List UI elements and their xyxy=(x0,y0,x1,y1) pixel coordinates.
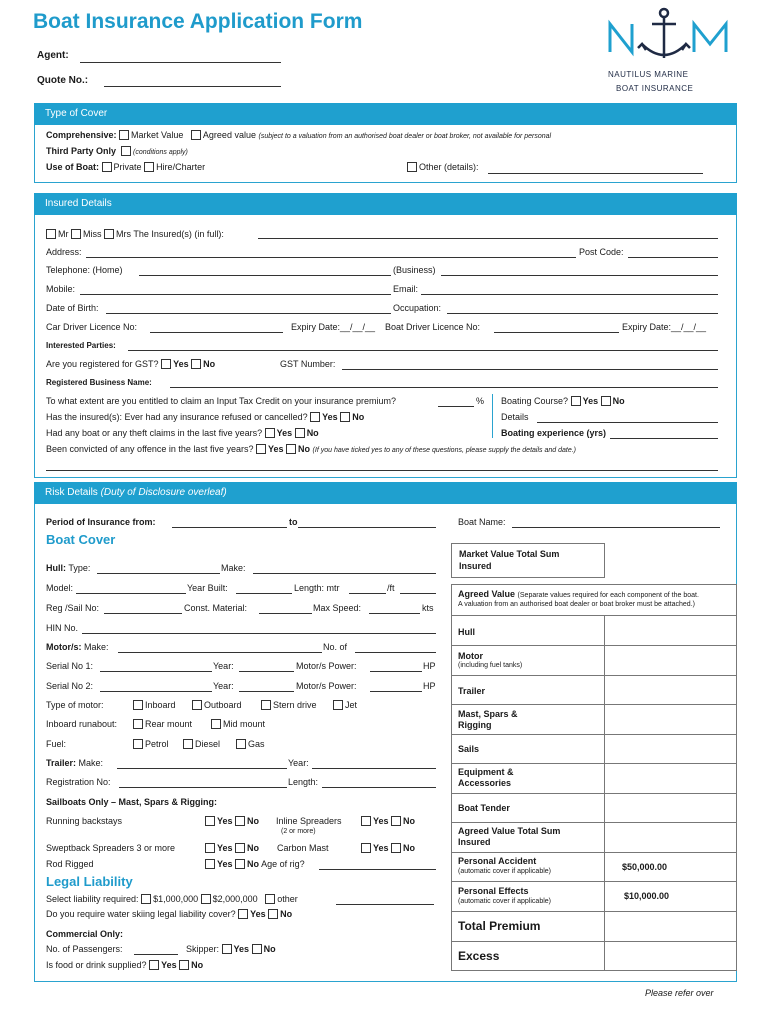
row-pa-note: (automatic cover if applicable) xyxy=(458,868,551,875)
anchor-icon xyxy=(604,4,734,66)
row-excess: Excess xyxy=(458,949,500,963)
row-hull: Hull xyxy=(458,627,475,637)
agreed-note2: A valuation from an authorised boat dealer or boat broker must be attached.) xyxy=(458,601,695,608)
telephone-field[interactable] xyxy=(139,275,391,276)
liability-1m-label: $1,000,000 xyxy=(153,894,199,904)
mrs-label: Mrs The Insured(s) (in full): xyxy=(116,229,224,239)
rod-no-label: No xyxy=(247,859,260,869)
third-party-checkbox[interactable] xyxy=(121,146,131,156)
serial2-label: Serial No 2: xyxy=(46,681,94,691)
serial1-year-label: Year: xyxy=(213,661,234,671)
address-field[interactable] xyxy=(86,257,576,258)
refused-no-label: No xyxy=(352,412,365,422)
table-row xyxy=(451,822,737,823)
liability-other-checkbox[interactable] xyxy=(265,894,275,904)
quote-label: Quote No.: xyxy=(37,75,89,86)
course-label: Boating Course? xyxy=(501,396,569,406)
serial1-hp-label: HP xyxy=(423,661,436,671)
liability-other-field[interactable] xyxy=(336,904,434,905)
offence-yes-label: Yes xyxy=(267,444,284,454)
stern-drive-label: Stern drive xyxy=(273,700,317,710)
food-no-checkbox[interactable] xyxy=(179,960,189,970)
refused-yes-checkbox[interactable] xyxy=(310,412,320,422)
claims-no-label: No xyxy=(306,428,319,438)
registered-name-field[interactable] xyxy=(170,387,718,388)
claims-yes-label: Yes xyxy=(276,428,293,438)
market-total-cell xyxy=(451,543,605,578)
market-value-label: Market Value xyxy=(131,130,184,140)
other-label: Other (details): xyxy=(419,162,479,172)
row-pa-value: $50,000.00 xyxy=(622,862,668,872)
course-divider xyxy=(492,394,493,438)
insured-heading: Insured Details xyxy=(34,193,737,215)
boat-licence-label: Boat Driver Licence No: xyxy=(385,322,481,332)
private-checkbox[interactable] xyxy=(102,162,112,172)
serial2-year-field[interactable] xyxy=(239,691,294,692)
gst-no-label: No xyxy=(203,359,216,369)
food-question: Is food or drink supplied? xyxy=(46,960,147,970)
waterski-yes-checkbox[interactable] xyxy=(238,909,248,919)
claims-question: Had any boat or any theft claims in the last five years? xyxy=(46,428,263,438)
food-yes-label: Yes xyxy=(161,960,177,970)
carbon-mast-label: Carbon Mast xyxy=(277,843,329,853)
trailer-make-field[interactable] xyxy=(117,768,287,769)
inboard-checkbox[interactable] xyxy=(133,700,143,710)
carbon-no-checkbox[interactable] xyxy=(391,843,401,853)
third-party-label: Third Party Only xyxy=(46,146,117,156)
length-mtr-field[interactable] xyxy=(349,593,386,594)
offence-no-label: No xyxy=(298,444,311,454)
table-row xyxy=(451,675,737,676)
rod-rigged-label: Rod Rigged xyxy=(46,859,94,869)
table-row xyxy=(451,645,737,646)
table-row xyxy=(451,615,737,616)
mobile-label: Mobile: xyxy=(46,284,76,294)
offence-yes-checkbox[interactable] xyxy=(256,444,266,454)
sailboats-label: Sailboats Only – Mast, Spars & Rigging: xyxy=(46,797,218,807)
private-label: Private xyxy=(113,162,142,172)
registration-label: Registration No: xyxy=(46,777,111,787)
waterski-yes-label: Yes xyxy=(250,909,266,919)
swept-yes-label: Yes xyxy=(217,843,233,853)
sweptback-label: Sweptback Spreaders 3 or more xyxy=(46,843,176,853)
backstays-yes-label: Yes xyxy=(217,816,233,826)
experience-field[interactable] xyxy=(610,438,718,439)
rod-no-checkbox[interactable] xyxy=(235,859,245,869)
cover-heading: Type of Cover xyxy=(34,103,737,125)
row-pa: Personal Accident xyxy=(458,856,537,866)
max-speed-field[interactable] xyxy=(369,613,420,614)
rear-mount-label: Rear mount xyxy=(145,719,193,729)
hull-make-field[interactable] xyxy=(253,573,436,574)
row-equipment: Equipment & Accessories xyxy=(458,767,514,788)
conditions-note: (conditions apply) xyxy=(133,149,188,156)
hire-checkbox[interactable] xyxy=(144,162,154,172)
row-motor-note: (including fuel tanks) xyxy=(458,662,523,669)
hire-label: Hire/Charter xyxy=(156,162,206,172)
serial2-year-label: Year: xyxy=(213,681,234,691)
serial1-label: Serial No 1: xyxy=(46,661,94,671)
market-value-checkbox[interactable] xyxy=(119,130,129,140)
gst-question: Are you registered for GST? xyxy=(46,359,159,369)
insured-name-field[interactable] xyxy=(258,238,718,239)
commercial-label: Commercial Only: xyxy=(46,929,124,939)
trailer-year-label: Year: xyxy=(288,758,309,768)
petrol-checkbox[interactable] xyxy=(133,739,143,749)
agreed-note1: (Separate values required for each component of the boat. xyxy=(517,592,699,599)
inboard-label: Inboard xyxy=(145,700,176,710)
material-label: Const. Material: xyxy=(184,603,248,613)
serial2-power-field[interactable] xyxy=(370,691,422,692)
agreed-value-checkbox[interactable] xyxy=(191,130,201,140)
boat-name-label: Boat Name: xyxy=(458,517,506,527)
backstays-yes-checkbox[interactable] xyxy=(205,816,215,826)
stern-drive-checkbox[interactable] xyxy=(261,700,271,710)
food-no-label: No xyxy=(191,960,204,970)
inline-no-label: No xyxy=(403,816,416,826)
address-label: Address: xyxy=(46,247,82,257)
logo xyxy=(604,4,734,99)
telephone-label: Telephone: (Home) xyxy=(46,265,123,275)
agreed-value-label: Agreed value xyxy=(202,130,256,140)
jet-label: Jet xyxy=(345,700,358,710)
liability-1m-checkbox[interactable] xyxy=(141,894,151,904)
length-ft-field[interactable] xyxy=(400,593,436,594)
liability-2m-label: $2,000,000 xyxy=(212,894,258,904)
carbon-yes-label: Yes xyxy=(373,843,389,853)
passengers-field[interactable] xyxy=(134,954,178,955)
offence-no-checkbox[interactable] xyxy=(286,444,296,454)
hull-make-label: Make: xyxy=(221,563,246,573)
gst-yes-label: Yes xyxy=(173,359,189,369)
row-sails: Sails xyxy=(458,744,480,754)
material-field[interactable] xyxy=(259,613,312,614)
waterski-no-checkbox[interactable] xyxy=(268,909,278,919)
diesel-label: Diesel xyxy=(195,739,221,749)
offence-question: Been convicted of any offence in the last five years? xyxy=(46,444,254,454)
business-label: (Business) xyxy=(393,265,436,275)
agreed-note: (subject to a valuation from an authorised boat dealer or boat broker, not available for personal xyxy=(258,133,552,140)
inline-yes-checkbox[interactable] xyxy=(361,816,371,826)
table-row xyxy=(451,793,737,794)
carbon-yes-checkbox[interactable] xyxy=(361,843,371,853)
interested-field[interactable] xyxy=(128,350,718,351)
trailer-length-label: Length: xyxy=(288,777,319,787)
outboard-checkbox[interactable] xyxy=(192,700,202,710)
swept-no-label: No xyxy=(247,843,260,853)
table-row xyxy=(451,941,737,942)
gst-no-checkbox[interactable] xyxy=(191,359,201,369)
other-checkbox[interactable] xyxy=(407,162,417,172)
diesel-checkbox[interactable] xyxy=(183,739,193,749)
gst-number-label: GST Number: xyxy=(280,359,336,369)
car-licence-label: Car Driver Licence No: xyxy=(46,322,138,332)
hin-label: HIN No. xyxy=(46,623,79,633)
skipper-yes-checkbox[interactable] xyxy=(222,944,232,954)
model-field[interactable] xyxy=(76,593,186,594)
miss-label: Miss xyxy=(83,229,102,239)
period-to-label: to xyxy=(289,517,298,527)
outboard-label: Outboard xyxy=(204,700,242,710)
motor-type-label: Type of motor: xyxy=(46,700,104,710)
gst-number-field[interactable] xyxy=(342,369,718,370)
age-of-rig-label: Age of rig? xyxy=(261,859,305,869)
runabout-label: Inboard runabout: xyxy=(46,719,118,729)
itc-field[interactable] xyxy=(438,406,474,407)
row-tender: Boat Tender xyxy=(458,803,510,813)
itc-percent: % xyxy=(476,396,485,406)
serial2-field[interactable] xyxy=(100,691,212,692)
kts-label: kts xyxy=(422,603,434,613)
details-label: Details xyxy=(501,412,529,422)
two-or-more-note: (2 or more) xyxy=(281,828,316,835)
liability-other-label: other xyxy=(277,894,298,904)
expiry1-label: Expiry Date:__/__/__ xyxy=(291,322,376,332)
period-label: Period of Insurance from: xyxy=(46,517,156,527)
liability-2m-checkbox[interactable] xyxy=(201,894,211,904)
mrs-checkbox[interactable] xyxy=(104,229,114,239)
trailer-make-label: Make: xyxy=(78,758,104,768)
refused-no-checkbox[interactable] xyxy=(340,412,350,422)
itc-question: To what extent are you entitled to claim an Input Tax Credit on your insurance premium? xyxy=(46,396,397,406)
no-of-label: No. of xyxy=(323,642,348,652)
page-title: Boat Insurance Application Form xyxy=(33,10,363,33)
mr-checkbox[interactable] xyxy=(46,229,56,239)
hull-type-label: Type: xyxy=(68,563,91,573)
trailer-year-field[interactable] xyxy=(312,768,436,769)
period-from-field[interactable] xyxy=(172,527,287,528)
rod-yes-label: Yes xyxy=(217,859,233,869)
running-backstays-label: Running backstays xyxy=(46,816,123,826)
comprehensive-label: Comprehensive: xyxy=(46,130,117,140)
boat-licence-field[interactable] xyxy=(494,332,619,333)
gst-yes-checkbox[interactable] xyxy=(161,359,171,369)
row-pe: Personal Effects xyxy=(458,886,529,896)
dob-field[interactable] xyxy=(106,313,391,314)
mobile-field[interactable] xyxy=(80,294,391,295)
hull-type-field[interactable] xyxy=(97,573,220,574)
row-mast: Mast, Spars & Rigging xyxy=(458,709,518,730)
skipper-label: Skipper: xyxy=(186,944,220,954)
food-yes-checkbox[interactable] xyxy=(149,960,159,970)
year-built-label: Year Built: xyxy=(187,583,228,593)
use-of-boat-label: Use of Boat: xyxy=(46,162,100,172)
serial1-field[interactable] xyxy=(100,671,212,672)
hull-label: Hull: xyxy=(46,563,66,573)
backstays-no-checkbox[interactable] xyxy=(235,816,245,826)
claims-no-checkbox[interactable] xyxy=(295,428,305,438)
registered-name-label: Registered Business Name: xyxy=(46,378,152,387)
year-built-field[interactable] xyxy=(236,593,292,594)
email-label: Email: xyxy=(393,284,419,294)
legal-heading: Legal Liability xyxy=(46,874,133,889)
business-field[interactable] xyxy=(441,275,718,276)
inline-yes-label: Yes xyxy=(373,816,389,826)
interested-label: Interested Parties: xyxy=(46,341,116,350)
email-field[interactable] xyxy=(421,294,718,295)
passengers-label: No. of Passengers: xyxy=(46,944,123,954)
serial2-power-label: Motor/s Power: xyxy=(296,681,357,691)
course-no-label: No xyxy=(612,396,625,406)
model-label: Model: xyxy=(46,583,74,593)
row-pe-note: (automatic cover if applicable) xyxy=(458,898,551,905)
row-total-premium: Total Premium xyxy=(458,919,541,933)
risk-heading xyxy=(34,482,737,504)
hin-field[interactable] xyxy=(82,633,436,634)
table-row xyxy=(451,734,737,735)
table-row xyxy=(451,852,737,853)
trailer-label: Trailer: xyxy=(46,758,77,768)
max-speed-label: Max Speed: xyxy=(313,603,362,613)
agent-label: Agent: xyxy=(37,50,69,61)
gas-checkbox[interactable] xyxy=(236,739,246,749)
refused-yes-label: Yes xyxy=(322,412,338,422)
dob-label: Date of Birth: xyxy=(46,303,99,313)
ft-label: /ft xyxy=(387,583,395,593)
mr-label: Mr xyxy=(58,229,69,239)
refused-question: Has the insured(s): Ever had any insurance refused or cancelled? xyxy=(46,412,308,422)
reg-sail-label: Reg /Sail No: xyxy=(46,603,100,613)
reg-sail-field[interactable] xyxy=(104,613,182,614)
row-agreed-total: Agreed Value Total Sum Insured xyxy=(458,826,561,847)
water-ski-question: Do you require water skiing legal liability cover? xyxy=(46,909,236,919)
registration-field[interactable] xyxy=(119,787,287,788)
no-of-field[interactable] xyxy=(355,652,436,653)
rear-mount-checkbox[interactable] xyxy=(133,719,143,729)
row-motor: Motor xyxy=(458,651,483,661)
experience-label: Boating experience (yrs) xyxy=(501,428,607,438)
table-row xyxy=(451,911,737,912)
car-licence-field[interactable] xyxy=(150,332,283,333)
serial1-year-field[interactable] xyxy=(239,671,294,672)
carbon-no-label: No xyxy=(403,843,416,853)
row-trailer: Trailer xyxy=(458,686,486,696)
occupation-field[interactable] xyxy=(447,313,718,314)
course-yes-checkbox[interactable] xyxy=(571,396,581,406)
market-total-label: Market Value Total Sum Insured xyxy=(459,549,560,571)
trailer-length-field[interactable] xyxy=(322,787,436,788)
gas-label: Gas xyxy=(248,739,265,749)
select-liability-label: Select liability required: xyxy=(46,894,139,904)
skipper-yes-label: Yes xyxy=(233,944,250,954)
offence-note: (If you have ticked yes to any of these questions, please supply the details and date.) xyxy=(312,447,576,454)
mid-mount-label: Mid mount xyxy=(223,719,266,729)
boat-cover-heading: Boat Cover xyxy=(46,532,116,547)
postcode-label: Post Code: xyxy=(579,247,624,257)
course-yes-label: Yes xyxy=(582,396,599,406)
postcode-field[interactable] xyxy=(628,257,718,258)
swept-yes-checkbox[interactable] xyxy=(205,843,215,853)
agreed-value-title: Agreed Value xyxy=(458,589,516,599)
serial2-hp-label: HP xyxy=(423,681,436,691)
refer-over: Please refer over xyxy=(645,988,714,998)
fuel-label: Fuel: xyxy=(46,739,67,749)
claims-yes-checkbox[interactable] xyxy=(265,428,275,438)
rod-yes-checkbox[interactable] xyxy=(205,859,215,869)
inline-spreaders-label: Inline Spreaders xyxy=(276,816,342,826)
table-row xyxy=(451,763,737,764)
miss-checkbox[interactable] xyxy=(71,229,81,239)
waterski-no-label: No xyxy=(280,909,293,919)
period-to-field[interactable] xyxy=(298,527,436,528)
serial1-power-field[interactable] xyxy=(370,671,422,672)
jet-checkbox[interactable] xyxy=(333,700,343,710)
agent-field[interactable] xyxy=(80,62,281,63)
length-label: Length: mtr xyxy=(294,583,340,593)
skipper-no-label: No xyxy=(263,944,276,954)
inline-no-checkbox[interactable] xyxy=(391,816,401,826)
risk-heading-text: Risk Details xyxy=(45,487,98,498)
other-field[interactable] xyxy=(488,173,703,174)
row-pe-value: $10,000.00 xyxy=(624,891,670,901)
expiry2-label: Expiry Date:__/__/__ xyxy=(622,322,707,332)
logo-line1: NAUTILUS MARINE xyxy=(608,70,689,79)
petrol-label: Petrol xyxy=(145,739,169,749)
course-no-checkbox[interactable] xyxy=(601,396,611,406)
logo-line2: BOAT INSURANCE xyxy=(616,84,694,93)
motors-make-label: Make: xyxy=(84,642,109,652)
skipper-no-checkbox[interactable] xyxy=(252,944,262,954)
offence-details-field[interactable] xyxy=(46,470,718,471)
occupation-label: Occupation: xyxy=(393,303,442,313)
risk-heading-note: (Duty of Disclosure overleaf) xyxy=(100,487,227,498)
table-row xyxy=(451,704,737,705)
quote-field[interactable] xyxy=(104,86,281,87)
boat-name-field[interactable] xyxy=(512,527,720,528)
table-row xyxy=(451,881,737,882)
swept-no-checkbox[interactable] xyxy=(235,843,245,853)
motors-make-field[interactable] xyxy=(118,652,322,653)
motors-label: Motor/s: xyxy=(46,642,82,652)
backstays-no-label: No xyxy=(247,816,260,826)
age-of-rig-field[interactable] xyxy=(319,869,436,870)
serial1-power-label: Motor/s Power: xyxy=(296,661,357,671)
mid-mount-checkbox[interactable] xyxy=(211,719,221,729)
details-field[interactable] xyxy=(537,422,718,423)
